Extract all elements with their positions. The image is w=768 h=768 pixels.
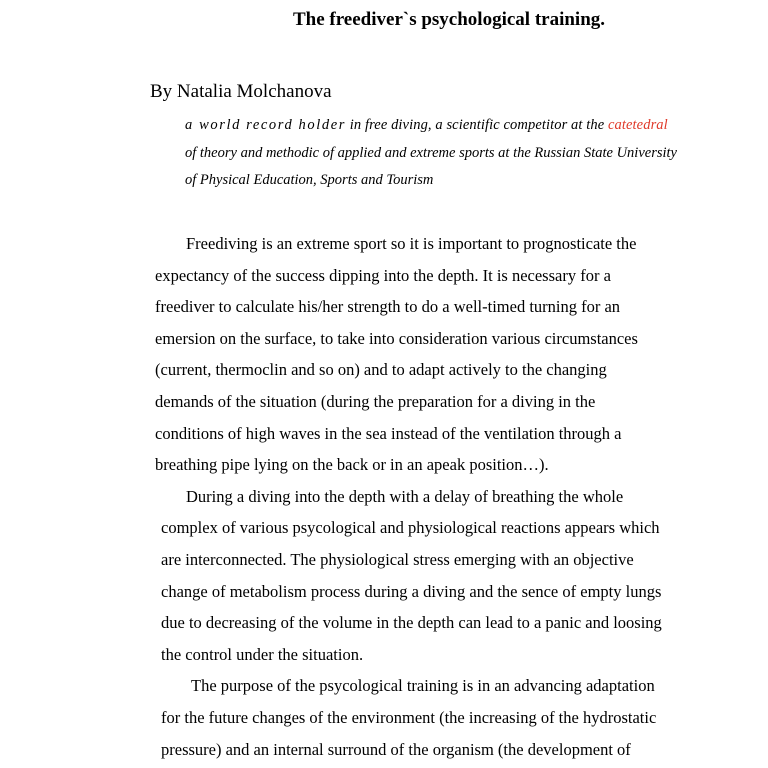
paragraph-2-line-3: are interconnected. The physiological stress emerging with an objective [161,550,634,569]
affiliation-prefix: a world record holder [185,117,347,133]
affiliation-line-1 [185,112,730,140]
highlighted-word: catetedral [608,117,668,133]
paragraph-1-line-8: breathing pipe lying on the back or in an apeak position…). [155,455,549,475]
paragraph-2-line-2: complex of various psycological and physiological reactions appears which [161,518,660,538]
paragraph-2-line-5: due to decreasing of the volume in the depth can lead to a panic and loosing [161,613,662,633]
paragraph-1-line-2: expectancy of the success dipping into the depth. It is necessary for a [155,265,611,285]
paragraph-3-line-1: The purpose of the psycological training is in an advancing adaptation [191,676,655,696]
affiliation-line-3: of Physical Education, Sports and Tourism [185,172,434,188]
paragraph-1-line-5: (current, thermoclin and so on) and to adapt actively to the changing [155,360,607,380]
affiliation-text: in free diving, a scientific competitor at the [346,117,608,133]
author-byline: By Natalia Molchanova [150,81,332,102]
paragraph-2-line-4: change of metabolism process during a diving and the sence of empty lungs [161,581,662,601]
paragraph-1-line-3: freediver to calculate his/her strength to do a well-timed turning for an [155,297,621,317]
paragraph-3-line-3: pressure) and an internal surround of the organism (the development of [161,739,631,759]
document-title: The freediver`s psychological training. [292,9,606,30]
paragraph-2-line-1: During a diving into the depth with a delay of breathing the whole [186,486,624,506]
affiliation-line-2: of theory and methodic of applied and extreme sports at the Russian State University [185,144,677,161]
paragraph-1-line-6: demands of the situation (during the preparation for a diving in the [155,392,596,411]
paragraph-1-line-1: Freediving is an extreme sport so it is important to prognosticate the [186,234,637,253]
paragraph-1-line-7: conditions of high waves in the sea instead of the ventilation through a [155,423,622,443]
paragraph-3-line-2: for the future changes of the environment (the increasing of the hydrostatic [161,708,657,727]
paragraph-2-line-6: the control under the situation. [161,644,364,664]
author-affiliation [185,112,730,195]
paragraph-1-line-4: emersion on the surface, to take into consideration various circumstances [155,328,638,348]
